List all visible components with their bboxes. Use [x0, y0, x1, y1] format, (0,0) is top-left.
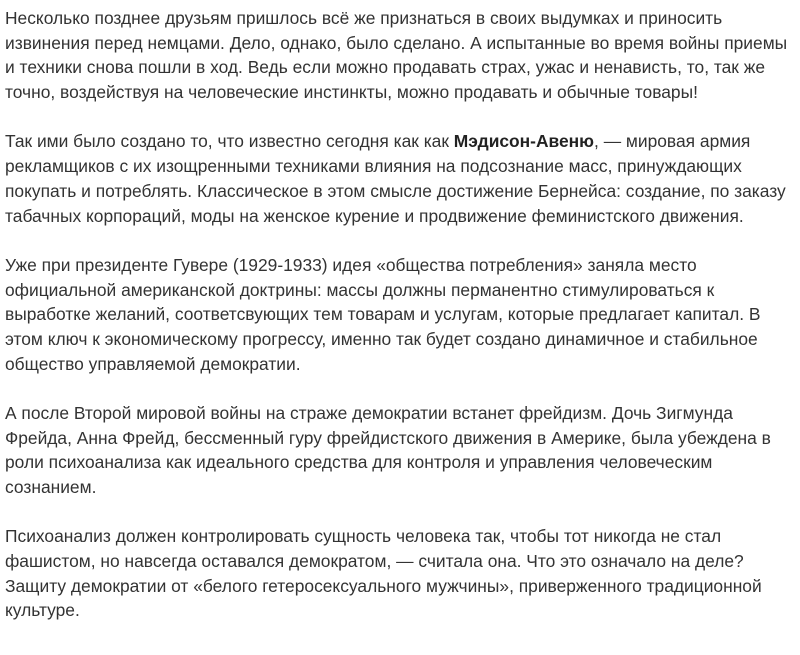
- text-line: А после Второй мировой войны на страже демократии встанет фрейдизм. Дочь Зигмунда: [5, 402, 733, 423]
- text-span: Так ими было создано то, что известно сегодня как как: [5, 131, 454, 152]
- text-span: , — мировая армия: [594, 131, 751, 152]
- paragraph-5: [5, 524, 785, 623]
- text-line: табачных корпораций, моды на женское курение и продвижение феминистского движения.: [5, 205, 744, 226]
- text-line: извинения перед немцами. Дело, однако, было сделано. А испытанные во время войны приемы: [5, 32, 788, 53]
- paragraph-4: [5, 401, 785, 500]
- text-line: официальной американской доктрины: массы должны перманентно стимулироваться к: [5, 279, 715, 300]
- text-line: и техники снова пошли в ход. Ведь если можно продавать страх, ужас и ненависть, то, так же: [5, 57, 766, 78]
- text-line: общество управляемой демократии.: [5, 353, 301, 374]
- text-line: Фрейда, Анна Фрейд, бессменный гуру фрейдистского движения в Америке, была убеждена в: [5, 427, 771, 448]
- text-line: Защиту демократии от «белого гетеросексуального мужчины», приверженного традиционной: [5, 575, 762, 596]
- paragraph-1: [5, 6, 788, 105]
- paragraph-2: [5, 129, 785, 228]
- text-line: рекламщиков с их изощренными техниками влияния на подсознание масс, принуждающих: [5, 156, 742, 177]
- text-line: культуре.: [5, 600, 80, 621]
- bold-term-madison-avenue: Мэдисон-Авеню: [453, 131, 595, 152]
- text-line: сознанием.: [5, 477, 97, 498]
- text-line: Уже при президенте Гувере (1929-1933) идея «общества потребления» заняла место: [5, 254, 697, 275]
- text-line: точно, воздействуя на человеческие инстинкты, можно продавать и обычные товары!: [5, 82, 698, 103]
- article-body: [5, 6, 788, 648]
- text-line: этом ключ к экономическому прогрессу, именно так будет создано динамичное и стабильное: [5, 328, 758, 349]
- paragraph-3: [5, 253, 785, 377]
- text-line: Психоанализ должен контролировать сущность человека так, чтобы тот никогда не стал: [5, 526, 722, 547]
- text-line: роли психоанализа как идеального средства для контроля и управления человеческим: [5, 452, 713, 473]
- text-line: фашистом, но навсегда оставался демократом, — считала она. Что это означало на деле?: [5, 551, 744, 572]
- text-line: Несколько позднее друзьям пришлось всё же признаться в своих выдумках и приносить: [5, 8, 723, 28]
- text-line: покупать и потреблять. Классическое в этом смысле достижение Бернейса: создание, по заказу: [5, 180, 786, 201]
- text-line: [5, 129, 785, 154]
- text-line: выработке желаний, соответсвующих тем товарам и услугам, которые предлагает капитал. В: [5, 304, 761, 325]
